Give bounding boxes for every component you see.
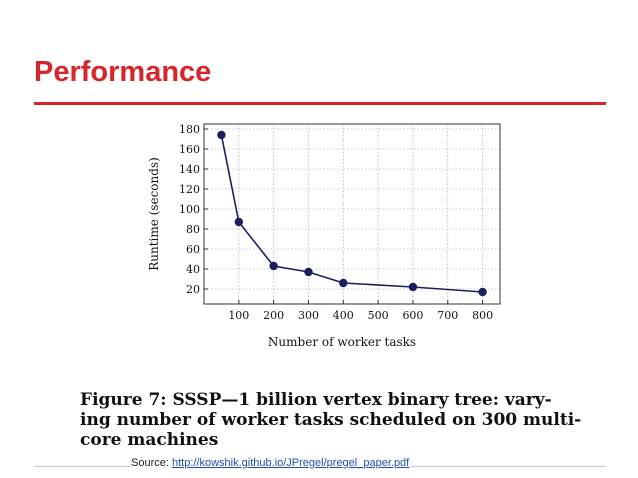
y-tick-label: 60 [186,243,200,256]
plot-frame [204,124,500,304]
caption-line: core machines [80,430,219,450]
x-tick-label: 200 [263,309,285,322]
x-tick-label: 300 [297,309,319,322]
y-tick-label: 180 [179,123,200,136]
x-tick-label: 100 [228,309,250,322]
x-tick-label: 800 [472,309,494,322]
slide-title: Performance [34,56,212,88]
source-link[interactable]: http://kowshik.github.io/JPregel/pregel_paper.pdf [171,457,410,469]
data-point [339,279,347,287]
y-tick-label: 80 [186,223,200,236]
x-tick-label: 400 [332,309,354,322]
y-tick-label: 100 [179,203,200,216]
caption-line: Figure 7: SSSP—1 billion vertex binary tree: vary- [80,390,552,410]
data-point [478,288,486,296]
y-tick-label: 120 [179,183,200,196]
data-point [409,283,417,291]
series-points [217,131,487,296]
y-tick-label: 40 [186,263,200,276]
source-prefix: Source: [131,457,172,469]
x-tick-label: 500 [367,309,389,322]
y-tick-label: 160 [179,143,200,156]
x-tick-label: 700 [437,309,459,322]
y-tick-label: 140 [179,163,200,176]
y-axis-label: Runtime (seconds) [147,157,161,271]
runtime-chart [140,118,520,358]
figure-caption [80,390,580,450]
data-point [304,268,312,276]
series-line [221,135,482,292]
data-point [235,218,243,226]
title-underline [34,102,606,105]
data-point [217,131,225,139]
source-note [131,457,411,469]
x-tick-label: 600 [402,309,424,322]
y-tick-label: 20 [186,283,200,296]
data-point [269,262,277,270]
x-axis-ticks [228,300,493,322]
chart-grid [204,124,500,304]
caption-line: ing number of worker tasks scheduled on 300 multi- [80,410,582,430]
x-axis-label: Number of worker tasks [267,335,417,349]
